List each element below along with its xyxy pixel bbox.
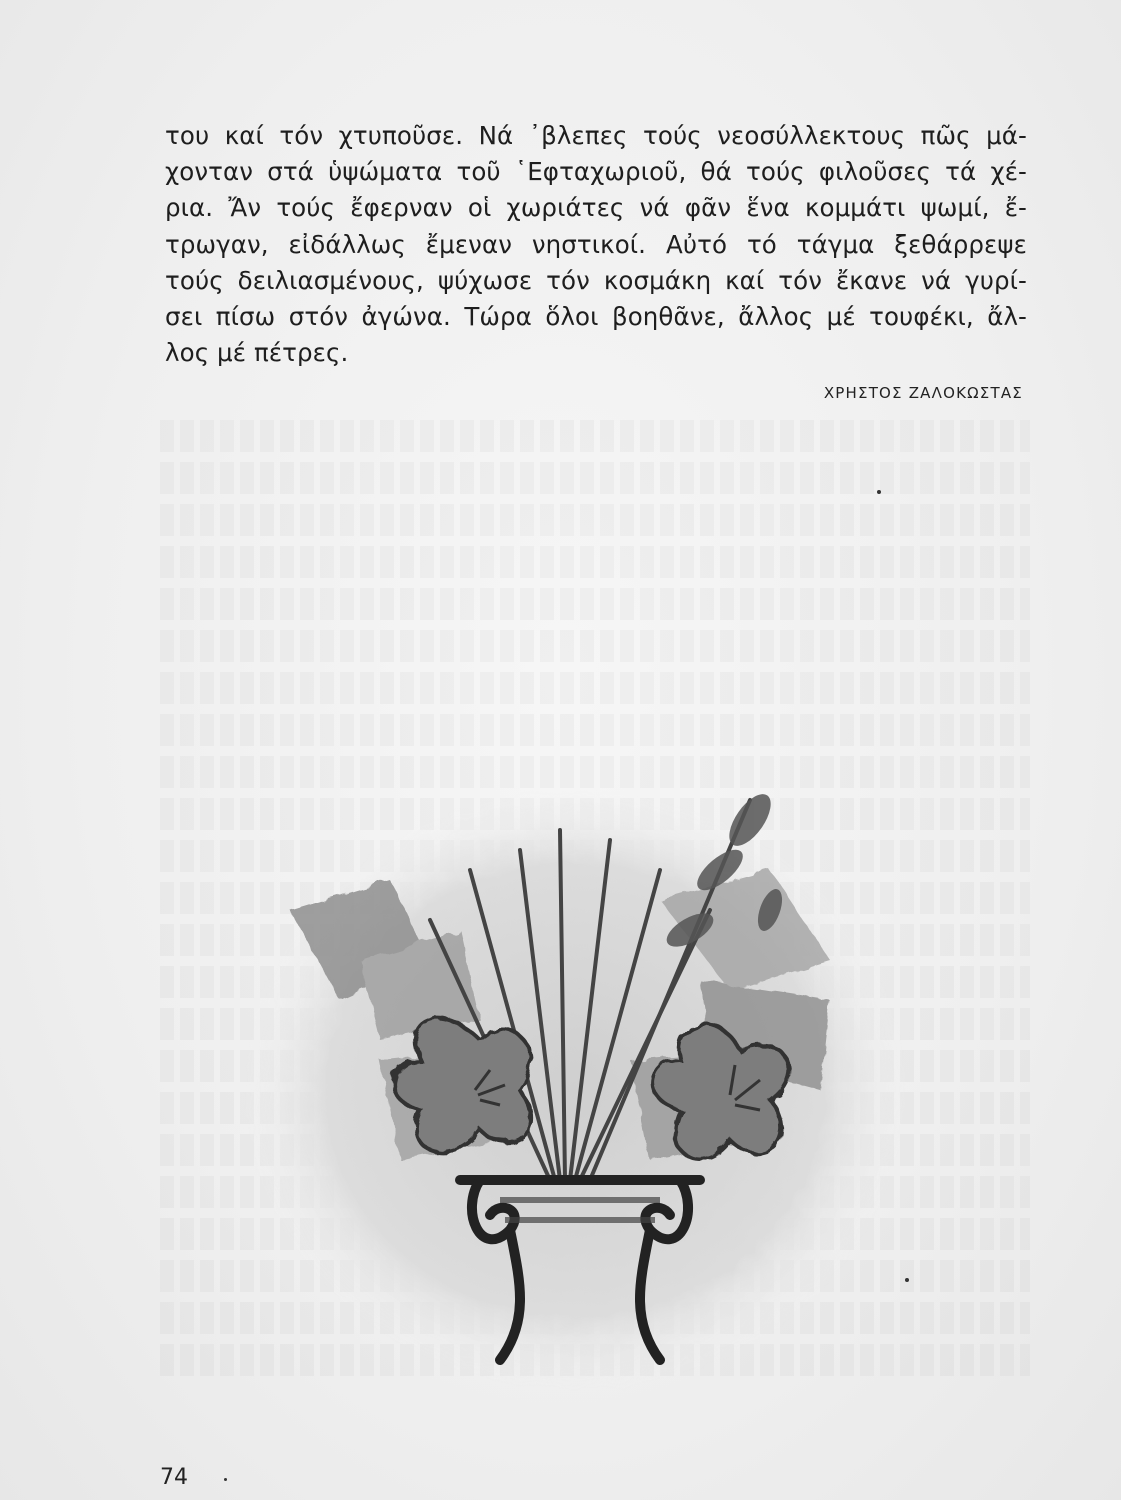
text-line: τρωγαν, εἰδάλλως ἔμεναν νηστικοί. Αὐτό τό τάγμα ξεθάρρεψε — [165, 229, 1027, 259]
speck — [877, 490, 881, 494]
page-number: 74 — [160, 1465, 188, 1490]
article-text — [165, 118, 1027, 371]
author-signature: ΧΡΗΣΤΟΣ ΖΑΛΟΚΩΣΤΑΣ — [823, 384, 1023, 402]
text-line: του καί τόν χτυποῦσε. Νά ᾿βλεπες τούς νεοσύλλεκτους πῶς μά- — [165, 121, 1027, 150]
flower-vase-illustration — [230, 760, 920, 1420]
text-line: χονταν στά ὑψώματα τοῦ ῾Εφταχωριοῦ, θά τούς φιλοῦσες τά χέ- — [165, 157, 1027, 187]
text-line: λος μέ πέτρες. — [165, 338, 349, 368]
text-line: τούς δειλιασμένους, ψύχωσε τόν κοσμάκη καί τόν ἔκανε νά γυρί- — [165, 265, 1027, 295]
speck — [905, 1278, 909, 1282]
text-line: σει πίσω στόν ἀγώνα. Τώρα ὅλοι βοηθᾶνε, ἄλλος μέ τουφέκι, ἄλ- — [165, 302, 1027, 332]
speck — [224, 1478, 227, 1481]
text-line: ρια. Ἄν τούς ἔφερναν οἱ χωριάτες νά φᾶν ἕνα κομμάτι ψωμί, ἔ- — [165, 193, 1027, 223]
